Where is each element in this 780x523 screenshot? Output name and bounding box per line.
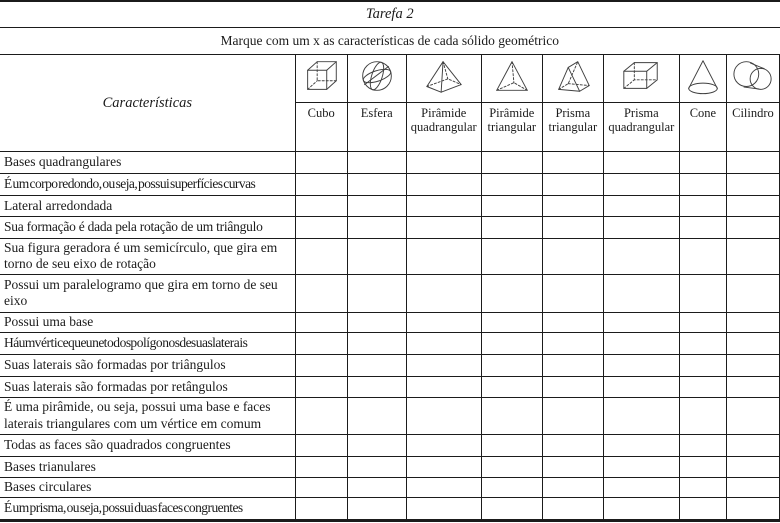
answer-cell[interactable] [603, 312, 679, 332]
answer-cell[interactable] [726, 497, 779, 520]
row-label: Bases circulares [0, 477, 295, 497]
answer-cell[interactable] [542, 376, 603, 397]
answer-cell[interactable] [481, 196, 542, 217]
answer-cell[interactable] [406, 497, 481, 520]
answer-cell[interactable] [295, 152, 347, 174]
answer-cell[interactable] [347, 397, 406, 434]
answer-cell[interactable] [347, 152, 406, 174]
table-row [0, 332, 780, 354]
answer-cell[interactable] [347, 239, 406, 275]
cylinder-icon [730, 55, 776, 97]
column-label: Esfera [347, 103, 406, 152]
answer-cell[interactable] [542, 152, 603, 174]
answer-cell[interactable] [726, 434, 779, 456]
answer-cell[interactable] [542, 456, 603, 477]
instruction: Marque com um x as características de cada sólido geométrico [0, 28, 780, 55]
answer-cell[interactable] [726, 477, 779, 497]
answer-cell[interactable] [726, 456, 779, 477]
table-row [0, 174, 780, 196]
table-row [0, 354, 780, 376]
answer-cell[interactable] [406, 332, 481, 354]
column-label: Cone [679, 103, 726, 152]
answer-cell[interactable] [603, 152, 679, 174]
answer-cell[interactable] [603, 274, 679, 312]
answer-cell[interactable] [679, 239, 726, 275]
answer-cell[interactable] [481, 217, 542, 239]
answer-cell[interactable] [603, 397, 679, 434]
answer-cell[interactable] [542, 477, 603, 497]
table-row [0, 477, 780, 497]
answer-cell[interactable] [347, 332, 406, 354]
table-row [0, 434, 780, 456]
answer-cell[interactable] [406, 239, 481, 275]
square-pyramid-icon [421, 55, 467, 97]
table-row [0, 397, 780, 434]
cone-icon [680, 55, 726, 97]
answer-cell[interactable] [726, 274, 779, 312]
answer-cell[interactable] [481, 376, 542, 397]
answer-cell[interactable] [481, 497, 542, 520]
answer-cell[interactable] [481, 239, 542, 275]
characteristics-header: Características [0, 55, 295, 152]
answer-cell[interactable] [542, 332, 603, 354]
answer-cell[interactable] [679, 196, 726, 217]
answer-cell[interactable] [679, 332, 726, 354]
table-row [0, 196, 780, 217]
row-label: Sua formação é dada pela rotação de um triângulo [0, 217, 295, 239]
answer-cell[interactable] [679, 477, 726, 497]
table-row [0, 152, 780, 174]
answer-cell[interactable] [481, 397, 542, 434]
answer-cell[interactable] [679, 274, 726, 312]
answer-cell[interactable] [347, 274, 406, 312]
row-label: Suas laterais são formadas por retângulos [0, 376, 295, 397]
answer-cell[interactable] [406, 274, 481, 312]
answer-cell[interactable] [406, 434, 481, 456]
answer-cell[interactable] [481, 477, 542, 497]
cube-icon [298, 55, 344, 97]
row-label: Sua figura geradora é um semicírculo, que gira em torno de seu eixo de rotação [0, 239, 295, 275]
row-label: Possui um paralelogramo que gira em torno de seu eixo [0, 274, 295, 312]
answer-cell[interactable] [542, 274, 603, 312]
answer-cell[interactable] [542, 354, 603, 376]
table-row [0, 274, 780, 312]
row-label: Possui uma base [0, 312, 295, 332]
answer-cell[interactable] [406, 376, 481, 397]
column-header-1 [347, 55, 406, 103]
answer-cell[interactable] [542, 217, 603, 239]
square-prism-icon [618, 55, 664, 97]
row-label: Lateral arredondada [0, 196, 295, 217]
answer-cell[interactable] [726, 312, 779, 332]
table-row [0, 376, 780, 397]
answer-cell[interactable] [603, 456, 679, 477]
answer-cell[interactable] [295, 376, 347, 397]
answer-cell[interactable] [726, 397, 779, 434]
answer-cell[interactable] [295, 332, 347, 354]
answer-cell[interactable] [295, 217, 347, 239]
column-label: Cubo [295, 103, 347, 152]
answer-cell[interactable] [347, 376, 406, 397]
answer-cell[interactable] [347, 477, 406, 497]
column-header-6 [679, 55, 726, 103]
table-row [0, 456, 780, 477]
answer-cell[interactable] [347, 434, 406, 456]
answer-cell[interactable] [481, 312, 542, 332]
answer-cell[interactable] [481, 332, 542, 354]
answer-cell[interactable] [295, 196, 347, 217]
column-header-5 [603, 55, 679, 103]
answer-cell[interactable] [295, 354, 347, 376]
answer-cell[interactable] [679, 312, 726, 332]
answer-cell[interactable] [347, 174, 406, 196]
page-title: Tarefa 2 [0, 1, 780, 28]
answer-cell[interactable] [406, 174, 481, 196]
row-label: Bases quadrangulares [0, 152, 295, 174]
answer-cell[interactable] [347, 456, 406, 477]
column-header-0 [295, 55, 347, 103]
answer-cell[interactable] [295, 274, 347, 312]
column-label: Cilindro [726, 103, 779, 152]
answer-cell[interactable] [406, 217, 481, 239]
answer-cell[interactable] [406, 397, 481, 434]
row-label: É uma pirâmide, ou seja, possui uma base e faces laterais triangulares com um vértice em comum [0, 397, 295, 434]
answer-cell[interactable] [295, 477, 347, 497]
answer-cell[interactable] [726, 332, 779, 354]
answer-cell[interactable] [679, 376, 726, 397]
column-header-7 [726, 55, 779, 103]
answer-cell[interactable] [406, 196, 481, 217]
answer-cell[interactable] [603, 497, 679, 520]
answer-cell[interactable] [679, 497, 726, 520]
answer-cell[interactable] [347, 196, 406, 217]
column-label: Pirâmide quadrangular [406, 103, 481, 152]
answer-cell[interactable] [603, 434, 679, 456]
answer-cell[interactable] [406, 456, 481, 477]
row-label: Todas as faces são quadrados congruentes [0, 434, 295, 456]
column-header-4 [542, 55, 603, 103]
answer-cell[interactable] [347, 312, 406, 332]
row-label: Há um vértice que une todos polígonos de suas laterais [0, 332, 295, 354]
answer-cell[interactable] [481, 434, 542, 456]
answer-cell[interactable] [295, 456, 347, 477]
answer-cell[interactable] [347, 217, 406, 239]
answer-cell[interactable] [542, 196, 603, 217]
answer-cell[interactable] [726, 239, 779, 275]
answer-cell[interactable] [603, 354, 679, 376]
answer-cell[interactable] [406, 477, 481, 497]
answer-cell[interactable] [603, 239, 679, 275]
answer-cell[interactable] [295, 174, 347, 196]
answer-cell[interactable] [603, 376, 679, 397]
column-label: Pirâmide triangular [481, 103, 542, 152]
answer-cell[interactable] [481, 354, 542, 376]
answer-cell[interactable] [603, 174, 679, 196]
table-row [0, 239, 780, 275]
answer-cell[interactable] [679, 434, 726, 456]
answer-cell[interactable] [406, 312, 481, 332]
answer-cell[interactable] [603, 217, 679, 239]
answer-cell[interactable] [481, 174, 542, 196]
column-header-2 [406, 55, 481, 103]
answer-cell[interactable] [679, 217, 726, 239]
answer-cell[interactable] [542, 497, 603, 520]
answer-cell[interactable] [603, 332, 679, 354]
answer-cell[interactable] [726, 174, 779, 196]
answer-cell[interactable] [406, 152, 481, 174]
triangular-prism-icon [550, 55, 596, 97]
answer-cell[interactable] [542, 397, 603, 434]
answer-cell[interactable] [347, 354, 406, 376]
answer-cell[interactable] [481, 456, 542, 477]
row-label: Bases trianulares [0, 456, 295, 477]
sphere-icon [354, 55, 400, 97]
column-label: Prisma triangular [542, 103, 603, 152]
row-label: Suas laterais são formadas por triângulos [0, 354, 295, 376]
answer-cell[interactable] [726, 196, 779, 217]
answer-cell[interactable] [295, 497, 347, 520]
answer-cell[interactable] [726, 217, 779, 239]
table-row [0, 217, 780, 239]
table-row [0, 312, 780, 332]
answer-cell[interactable] [481, 274, 542, 312]
answer-cell[interactable] [726, 376, 779, 397]
answer-cell[interactable] [295, 397, 347, 434]
column-label: Prisma quadrangular [603, 103, 679, 152]
answer-cell[interactable] [481, 152, 542, 174]
answer-cell[interactable] [679, 456, 726, 477]
triangular-pyramid-icon [489, 55, 535, 97]
answer-cell[interactable] [679, 152, 726, 174]
answer-cell[interactable] [726, 354, 779, 376]
table-row [0, 497, 780, 520]
answer-cell[interactable] [679, 354, 726, 376]
answer-cell[interactable] [542, 312, 603, 332]
answer-cell[interactable] [542, 239, 603, 275]
answer-cell[interactable] [679, 397, 726, 434]
answer-cell[interactable] [406, 354, 481, 376]
answer-cell[interactable] [603, 196, 679, 217]
column-header-3 [481, 55, 542, 103]
answer-cell[interactable] [542, 174, 603, 196]
answer-cell[interactable] [726, 152, 779, 174]
answer-cell[interactable] [542, 434, 603, 456]
answer-cell[interactable] [679, 174, 726, 196]
answer-cell[interactable] [603, 477, 679, 497]
answer-cell[interactable] [295, 434, 347, 456]
row-label: É um corpo redondo, ou seja, possui superfícies curvas [0, 174, 295, 196]
answer-cell[interactable] [347, 497, 406, 520]
answer-cell[interactable] [295, 312, 347, 332]
row-label: É um prisma, ou seja, possui duas faces congruentes [0, 497, 295, 520]
answer-cell[interactable] [295, 239, 347, 275]
